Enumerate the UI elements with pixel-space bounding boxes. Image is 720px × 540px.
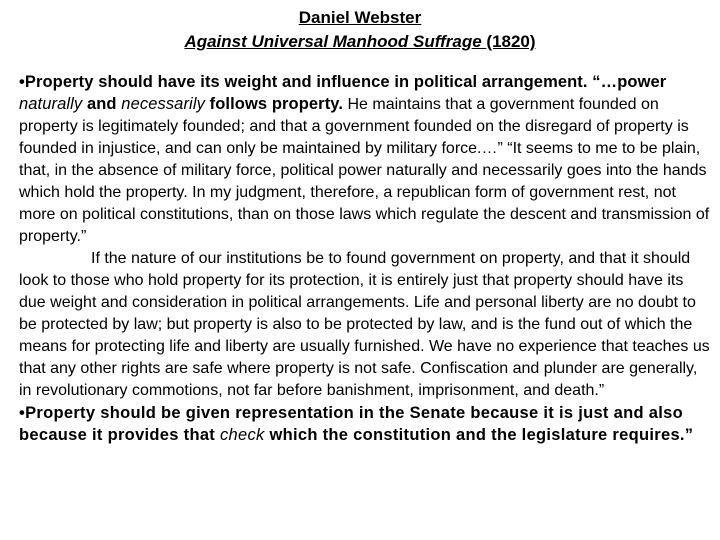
bullet-one-italic-necessarily: necessarily [121,95,205,113]
author-heading [0,6,720,30]
bullet-two-italic-check: check [219,426,265,444]
title-block [0,6,720,54]
work-year: (1820) [486,32,536,51]
bullet-one-quote-2: If the nature of our institutions be to found government on property, and that it should look to those who hold property for its protection, it is entirely just that property should have its due weight and consideration in political arrangements. Life and personal liberty are no doubt to be protected by law; but property is also to be protected by law, and is the fund out of which the means for protecting life and liberty are usually furnished. We have no experience that teaches us that any other rights are safe where property is not safe. Confiscation and plunder are generally, in revolutionary commotions, not far before banishment, imprisonment, and death.” [19,250,710,399]
bullet-one-italic-naturally: naturally [19,95,83,113]
bullet-one [19,71,714,402]
bullet-one-bold-1: •Property should have its weight and influence in political arrangement. “…power [19,73,667,91]
work-title: Against Universal Manhood Suffrage [184,32,482,51]
author-name: Daniel Webster [298,8,422,27]
bullet-two [19,402,714,446]
bullet-one-quote-1: He maintains that a government founded on property is legitimately founded; and that a government founded on the disregard of property is founded in injustice, and can only be maintained by military force.…” “It seems to me to be plain, that, in the absence of military force, political power naturally and necessarily goes into the hands which hold the property. In my judgment, therefore, a republican form of government rest, not more on political constitutions, than on those laws which regulate the descent and transmission of property.” [19,96,710,245]
bullet-two-bold-1: •Property should be given representation in the Senate because it is just and also because it provides that [19,404,683,444]
work-heading [0,30,720,54]
bullet-two-bold-2: which the constitution and the legislature requires.” [264,426,694,444]
bullet-one-bold-2: and [82,95,122,113]
bullet-one-bold-3: follows property. [204,95,344,113]
content-area [19,71,714,446]
